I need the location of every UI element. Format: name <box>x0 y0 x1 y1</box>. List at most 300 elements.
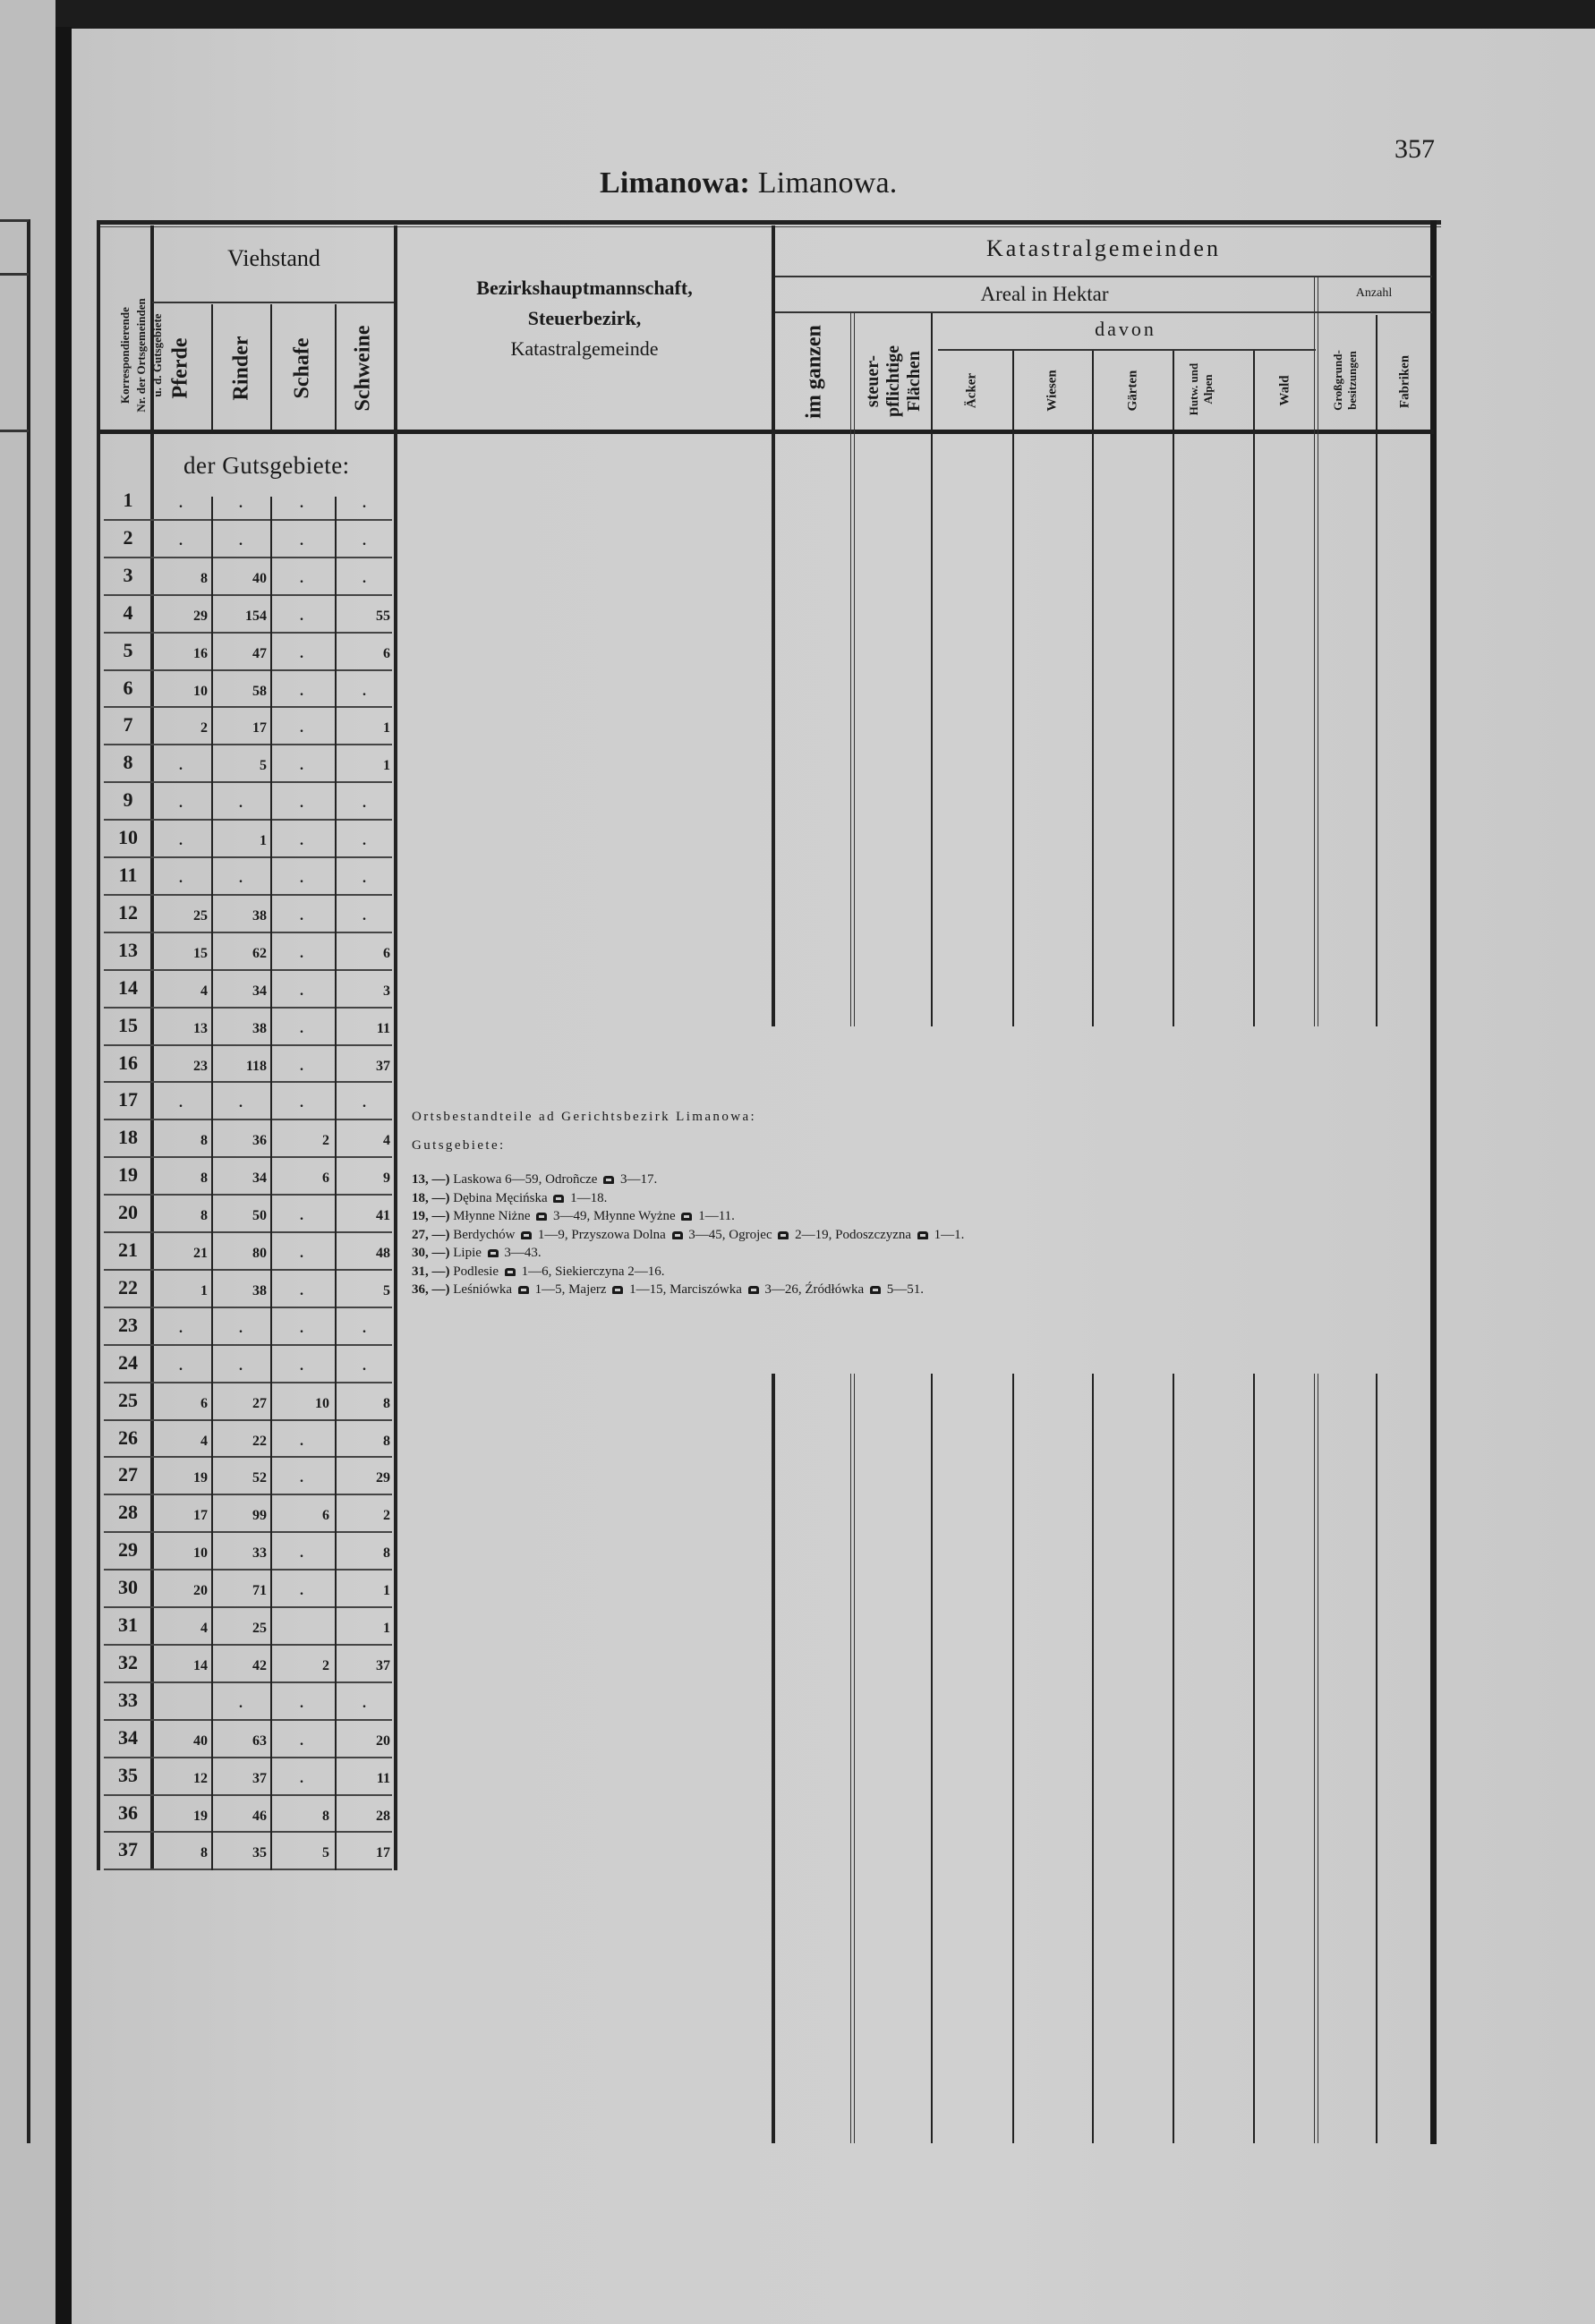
cell-pferde: . <box>179 758 183 774</box>
note-line <box>412 1246 542 1261</box>
column-rule <box>1012 1374 1014 2143</box>
column-rule <box>211 497 213 1870</box>
cell-schweine: 11 <box>376 1020 390 1036</box>
note-ref: 19, —) <box>412 1209 450 1223</box>
note-text: Laskowa 6—59, Odroñcze <box>453 1172 601 1187</box>
column-rule <box>1314 277 1318 1026</box>
cell-rinder: . <box>239 1695 243 1711</box>
cell-pferde: 21 <box>193 1246 208 1261</box>
note-text: 3—17. <box>617 1172 658 1187</box>
row-number: 1 <box>123 489 133 511</box>
cell-schafe: . <box>300 983 303 999</box>
row-rule <box>104 1794 392 1796</box>
previous-page-edge <box>0 0 55 2324</box>
cell-schweine: 8 <box>383 1395 390 1411</box>
cell-schweine: 41 <box>376 1208 390 1224</box>
note-text: Berdychów <box>453 1227 519 1242</box>
cell-schafe: . <box>300 645 303 661</box>
cell-pferde: 15 <box>193 945 208 961</box>
cell-rinder: 71 <box>252 1583 267 1599</box>
cell-schafe: 2 <box>322 1133 329 1149</box>
cell-pferde: 8 <box>200 1133 208 1149</box>
cell-pferde: 6 <box>200 1395 208 1411</box>
cell-pferde: 12 <box>193 1770 208 1786</box>
row-rule <box>104 932 392 933</box>
cell-schweine: 17 <box>376 1845 390 1861</box>
cell-pferde: 8 <box>200 570 208 586</box>
cell-rinder: 58 <box>252 683 267 699</box>
cell-schweine: 55 <box>376 608 390 624</box>
row-rule <box>104 1831 392 1833</box>
cell-rinder: 40 <box>252 570 267 586</box>
cell-pferde: . <box>179 833 183 849</box>
cell-schweine: 1 <box>383 1621 390 1636</box>
cell-schafe: . <box>300 683 303 699</box>
cell-rinder: . <box>239 796 243 812</box>
column-rule <box>1092 351 1094 1026</box>
cell-rinder: 52 <box>252 1470 267 1486</box>
cell-schafe: 8 <box>322 1808 329 1824</box>
row-rule <box>104 519 392 521</box>
areal-header: Areal in Hektar <box>980 283 1109 305</box>
cell-schafe: . <box>300 496 303 511</box>
row-number: 25 <box>118 1388 138 1411</box>
note-line <box>412 1209 735 1224</box>
cell-schweine: 20 <box>376 1732 390 1749</box>
cell-rinder: 37 <box>252 1770 267 1786</box>
note-ref: 31, —) <box>412 1264 450 1279</box>
row-rule <box>104 1869 392 1870</box>
manor-house-icon <box>612 1286 623 1294</box>
row-rule <box>104 1681 392 1683</box>
row-rule <box>104 969 392 971</box>
row-number: 27 <box>118 1463 138 1486</box>
cell-rinder: 80 <box>252 1246 267 1261</box>
row-rule <box>104 1194 392 1196</box>
bezirk-header-line2: Steuerbezirk, <box>527 307 642 329</box>
cell-pferde: . <box>179 871 183 886</box>
column-rule <box>1253 351 1255 1026</box>
row-number: 30 <box>118 1576 138 1599</box>
cell-schweine: 11 <box>376 1770 390 1786</box>
previous-page-rule <box>27 219 30 2143</box>
cell-rinder: . <box>239 871 243 886</box>
row-number: 24 <box>118 1350 138 1374</box>
table-right-rule <box>1430 220 1437 2144</box>
row-rule <box>104 1644 392 1646</box>
cell-pferde: 20 <box>193 1583 208 1599</box>
header-im-ganzen: im ganzen <box>802 325 826 419</box>
row-rule <box>104 1344 392 1346</box>
column-rule <box>270 497 272 1870</box>
cell-rinder: 38 <box>252 1282 267 1298</box>
note-text: Dębina Męcińska <box>453 1190 551 1205</box>
cell-schafe: . <box>300 871 303 886</box>
cell-rinder: . <box>239 1095 243 1111</box>
header-rinder: Rinder <box>229 336 253 401</box>
viehstand-header: Viehstand <box>227 245 320 271</box>
note-text: 2—19, Podoszczyzna <box>791 1227 915 1242</box>
column-rule <box>772 1374 775 2143</box>
manor-house-icon <box>778 1231 789 1239</box>
row-rule <box>104 1007 392 1009</box>
cell-schweine: . <box>362 1695 366 1711</box>
row-rule <box>104 1569 392 1571</box>
row-rule <box>104 819 392 821</box>
cell-pferde: 10 <box>193 1545 208 1562</box>
column-rule <box>1314 1374 1318 2143</box>
header-grossgrund <box>1331 331 1367 430</box>
cell-schafe: . <box>300 1246 303 1261</box>
row-rule <box>104 1081 392 1083</box>
cell-pferde: 13 <box>193 1020 208 1036</box>
cell-schafe: . <box>300 720 303 736</box>
row-rule <box>104 594 392 596</box>
cell-schafe: . <box>300 945 303 961</box>
row-rule <box>104 1269 392 1271</box>
note-text: 1—6, Siekierczyna 2—16. <box>517 1264 665 1279</box>
cell-rinder: 25 <box>252 1621 267 1636</box>
row-number: 6 <box>123 676 133 699</box>
header-line: Nr. der Ortsgemeinden <box>134 298 148 413</box>
header-fabriken: Fabriken <box>1397 354 1412 409</box>
row-rule <box>104 557 392 558</box>
cell-schafe: . <box>300 1320 303 1336</box>
manor-house-icon <box>603 1176 614 1184</box>
cell-schafe: . <box>300 570 303 586</box>
header-separator <box>100 430 1434 434</box>
row-rule <box>104 781 392 783</box>
column-rule <box>211 304 213 431</box>
cell-schweine: . <box>362 871 366 886</box>
header-gaerten: Gärten <box>1125 370 1140 412</box>
cell-schweine: . <box>362 833 366 849</box>
cell-schweine: 2 <box>383 1508 390 1524</box>
row-number: 32 <box>118 1650 138 1673</box>
cell-schweine: 1 <box>383 758 390 774</box>
cell-pferde: 4 <box>200 983 208 999</box>
cell-pferde: 25 <box>193 907 208 924</box>
manor-house-icon <box>536 1213 547 1221</box>
cell-schafe: . <box>300 1058 303 1074</box>
manor-house-icon <box>672 1231 683 1239</box>
row-number: 4 <box>123 600 133 624</box>
note-text: 1—9, Przyszowa Dolna <box>534 1227 670 1242</box>
scan-top-shadow <box>0 0 1595 29</box>
column-rule <box>931 1374 933 2143</box>
header-steuerpflichtige <box>863 323 927 439</box>
row-number: 15 <box>118 1013 138 1036</box>
column-rule <box>394 226 397 1870</box>
note-line <box>412 1172 657 1188</box>
note-text: 3—49, Młynne Wyżne <box>550 1209 679 1223</box>
column-rule <box>772 226 775 1026</box>
cell-rinder: 99 <box>252 1508 267 1524</box>
cell-rinder: 47 <box>252 645 267 661</box>
cell-rinder: 154 <box>245 608 267 624</box>
manor-house-icon <box>917 1231 928 1239</box>
row-number: 13 <box>118 938 138 961</box>
areal-rule <box>775 311 1432 313</box>
cell-schafe: . <box>300 1358 303 1374</box>
running-title <box>600 166 897 200</box>
cell-rinder: 1 <box>260 833 267 849</box>
row-rule <box>104 856 392 858</box>
cell-pferde: . <box>179 1095 183 1111</box>
row-rule <box>104 1119 392 1120</box>
manor-house-icon <box>748 1286 759 1294</box>
cell-pferde: 8 <box>200 1845 208 1861</box>
table-top-rule-thin <box>98 226 1441 227</box>
cell-schweine: . <box>362 1358 366 1374</box>
previous-page-rule <box>0 273 29 276</box>
notes-heading: Ortsbestandteile ad Gerichtsbezirk Limanowa: <box>412 1110 757 1124</box>
row-number: 11 <box>118 864 138 886</box>
cell-pferde: . <box>179 1320 183 1336</box>
cell-schweine: . <box>362 683 366 699</box>
cell-pferde: 16 <box>193 645 208 661</box>
manor-house-icon <box>681 1213 692 1221</box>
row-number: 18 <box>118 1126 138 1149</box>
cell-schafe: . <box>300 1433 303 1449</box>
page-number: 357 <box>1395 134 1435 164</box>
column-rule <box>1376 1374 1378 2143</box>
note-text: 3—45, Ogrojec <box>685 1227 776 1242</box>
header-line: Korrespondierende <box>118 307 132 404</box>
cell-rinder: 17 <box>252 720 267 736</box>
cell-rinder: . <box>239 496 243 511</box>
cell-rinder: 36 <box>252 1133 267 1149</box>
cell-schafe: . <box>300 532 303 549</box>
row-number: 35 <box>118 1763 138 1786</box>
header-wiesen: Wiesen <box>1045 370 1060 412</box>
header-hutweiden: Hutw. und Alpen <box>1187 362 1215 416</box>
manor-house-icon <box>870 1286 881 1294</box>
header-line: besitzungen <box>1345 351 1359 410</box>
cell-schafe: . <box>300 833 303 849</box>
cell-schafe: . <box>300 758 303 774</box>
note-text: 1—5, Majerz <box>531 1282 610 1297</box>
note-text: Podlesie <box>453 1264 502 1279</box>
row-number: 10 <box>118 826 138 849</box>
row-number: 37 <box>118 1838 138 1861</box>
header-line: u. d. Gutsgebiete <box>150 313 164 397</box>
row-number: 14 <box>118 975 138 999</box>
row-number: 8 <box>123 751 133 774</box>
notes-subheading: Gutsgebiete: <box>412 1138 506 1153</box>
header-pferde: Pferde <box>168 337 192 399</box>
cell-schafe: 6 <box>322 1171 329 1187</box>
cell-rinder: 42 <box>252 1657 267 1673</box>
cell-schafe: . <box>300 1470 303 1486</box>
cell-rinder: 38 <box>252 1020 267 1036</box>
column-rule <box>335 304 337 431</box>
cell-rinder: 50 <box>252 1208 267 1224</box>
cell-rinder: 118 <box>245 1058 267 1074</box>
section-label: der Gutsgebiete: <box>183 452 350 479</box>
cell-pferde: 2 <box>200 720 208 736</box>
note-text: 5—51. <box>883 1282 924 1297</box>
header-line: Flächen <box>904 351 924 412</box>
header-aecker: Äcker <box>964 372 979 409</box>
cell-schafe: . <box>300 608 303 624</box>
row-number: 22 <box>118 1275 138 1298</box>
note-text: 1—1. <box>930 1227 965 1242</box>
manor-house-icon <box>553 1195 564 1203</box>
cell-schweine: . <box>362 907 366 924</box>
note-text: Młynne Niżne <box>453 1209 534 1223</box>
note-text: Lipie <box>453 1246 485 1260</box>
cell-rinder: 35 <box>252 1845 267 1861</box>
row-rule <box>104 1531 392 1533</box>
row-number: 9 <box>123 788 133 812</box>
cell-pferde: 19 <box>193 1808 208 1824</box>
row-rule <box>104 894 392 896</box>
cell-pferde: 19 <box>193 1470 208 1486</box>
manor-house-icon <box>505 1268 516 1276</box>
row-rule <box>104 1419 392 1421</box>
note-ref: 27, —) <box>412 1227 450 1242</box>
viehstand-rule <box>152 302 394 303</box>
note-text: 1—11. <box>695 1209 735 1223</box>
row-number: 16 <box>118 1051 138 1074</box>
cell-rinder: 38 <box>252 907 267 924</box>
manor-house-icon <box>488 1249 499 1257</box>
cell-schweine: 8 <box>383 1545 390 1562</box>
cell-schafe: 2 <box>322 1657 329 1673</box>
cell-rinder: 34 <box>252 1171 267 1187</box>
cell-schweine: 37 <box>376 1657 390 1673</box>
cell-pferde: . <box>179 496 183 511</box>
row-number: 34 <box>118 1725 138 1749</box>
row-rule <box>104 1456 392 1458</box>
row-number: 20 <box>118 1201 138 1224</box>
cell-schweine: 48 <box>376 1246 390 1261</box>
cell-schweine: . <box>362 496 366 511</box>
cell-schweine: 1 <box>383 1583 390 1599</box>
column-rule <box>1376 315 1378 1026</box>
running-title-district: Limanowa: <box>600 166 751 200</box>
cell-schweine: 3 <box>383 983 390 999</box>
row-number: 29 <box>118 1538 138 1562</box>
row-rule <box>104 744 392 745</box>
row-rule <box>104 1606 392 1608</box>
cell-rinder: 63 <box>252 1732 267 1749</box>
cell-pferde: 40 <box>193 1732 208 1749</box>
header-schafe: Schafe <box>290 337 314 399</box>
bezirk-header <box>397 273 772 364</box>
cell-schafe: 10 <box>315 1395 329 1411</box>
previous-page-rule <box>0 219 29 222</box>
katastral-header: Katastralgemeinden <box>986 235 1221 261</box>
cell-pferde: . <box>179 1358 183 1374</box>
table-left-rule <box>97 224 100 1870</box>
corresp-number-header <box>117 252 169 458</box>
column-rule <box>1092 1374 1094 2143</box>
row-number: 26 <box>118 1426 138 1449</box>
cell-schafe: . <box>300 1208 303 1224</box>
cell-pferde: . <box>179 532 183 549</box>
note-line <box>412 1282 924 1298</box>
row-rule <box>104 1044 392 1046</box>
column-rule <box>1173 351 1174 1026</box>
note-text: Leśniówka <box>453 1282 516 1297</box>
previous-page-rule <box>0 430 29 432</box>
cell-schweine: 9 <box>383 1171 390 1187</box>
cell-schweine: 4 <box>383 1133 390 1149</box>
note-line <box>412 1228 964 1243</box>
davon-header: davon <box>1095 318 1156 340</box>
cell-schafe: . <box>300 1770 303 1786</box>
cell-schafe: . <box>300 796 303 812</box>
cell-pferde: 17 <box>193 1508 208 1524</box>
cell-schweine: 29 <box>376 1470 390 1486</box>
cell-pferde: 14 <box>193 1657 208 1673</box>
cell-pferde: 4 <box>200 1621 208 1636</box>
cell-schweine: . <box>362 1095 366 1111</box>
column-rule <box>850 1374 855 2143</box>
note-text: 1—15, Marciszówka <box>626 1282 746 1297</box>
cell-schweine: . <box>362 570 366 586</box>
note-line <box>412 1191 607 1206</box>
cell-schweine: 1 <box>383 720 390 736</box>
note-text: 3—26, Źródłówka <box>761 1282 867 1297</box>
column-rule <box>850 313 855 1026</box>
cell-rinder: 27 <box>252 1395 267 1411</box>
table-top-rule <box>97 220 1441 225</box>
bezirk-header-line1: Bezirkshauptmannschaft, <box>476 277 693 299</box>
manor-house-icon <box>521 1231 532 1239</box>
cell-schweine: 28 <box>376 1808 390 1824</box>
cell-schweine: 8 <box>383 1433 390 1449</box>
cell-schafe: 5 <box>322 1845 329 1861</box>
manor-house-icon <box>518 1286 529 1294</box>
cell-pferde: 1 <box>200 1282 208 1298</box>
cell-pferde: 23 <box>193 1058 208 1074</box>
cell-schweine: 5 <box>383 1282 390 1298</box>
cell-rinder: 34 <box>252 983 267 999</box>
row-number: 33 <box>118 1688 138 1711</box>
cell-schweine: 37 <box>376 1058 390 1074</box>
cell-pferde: 4 <box>200 1433 208 1449</box>
note-text: 1—18. <box>567 1190 608 1205</box>
row-number: 12 <box>118 900 138 924</box>
cell-rinder: 33 <box>252 1545 267 1562</box>
cell-schweine: 6 <box>383 945 390 961</box>
row-number: 31 <box>118 1613 138 1636</box>
row-rule <box>104 1307 392 1308</box>
cell-schafe: . <box>300 1732 303 1749</box>
note-line <box>412 1264 665 1280</box>
cell-schafe: . <box>300 1095 303 1111</box>
cell-pferde: 29 <box>193 608 208 624</box>
cell-rinder: . <box>239 1358 243 1374</box>
row-number: 7 <box>123 713 133 736</box>
header-schweine: Schweine <box>351 325 375 412</box>
cell-schafe: . <box>300 1282 303 1298</box>
cell-schweine: . <box>362 532 366 549</box>
column-rule <box>931 313 933 1026</box>
cell-schafe: . <box>300 1583 303 1599</box>
book-spine <box>55 27 72 2324</box>
cell-schweine: . <box>362 1320 366 1336</box>
cell-pferde: 8 <box>200 1208 208 1224</box>
row-number: 3 <box>123 563 133 586</box>
header-line: Großgrund- <box>1331 350 1344 411</box>
cell-schafe: 6 <box>322 1508 329 1524</box>
column-rule <box>270 304 272 431</box>
column-rule <box>1012 351 1014 1026</box>
